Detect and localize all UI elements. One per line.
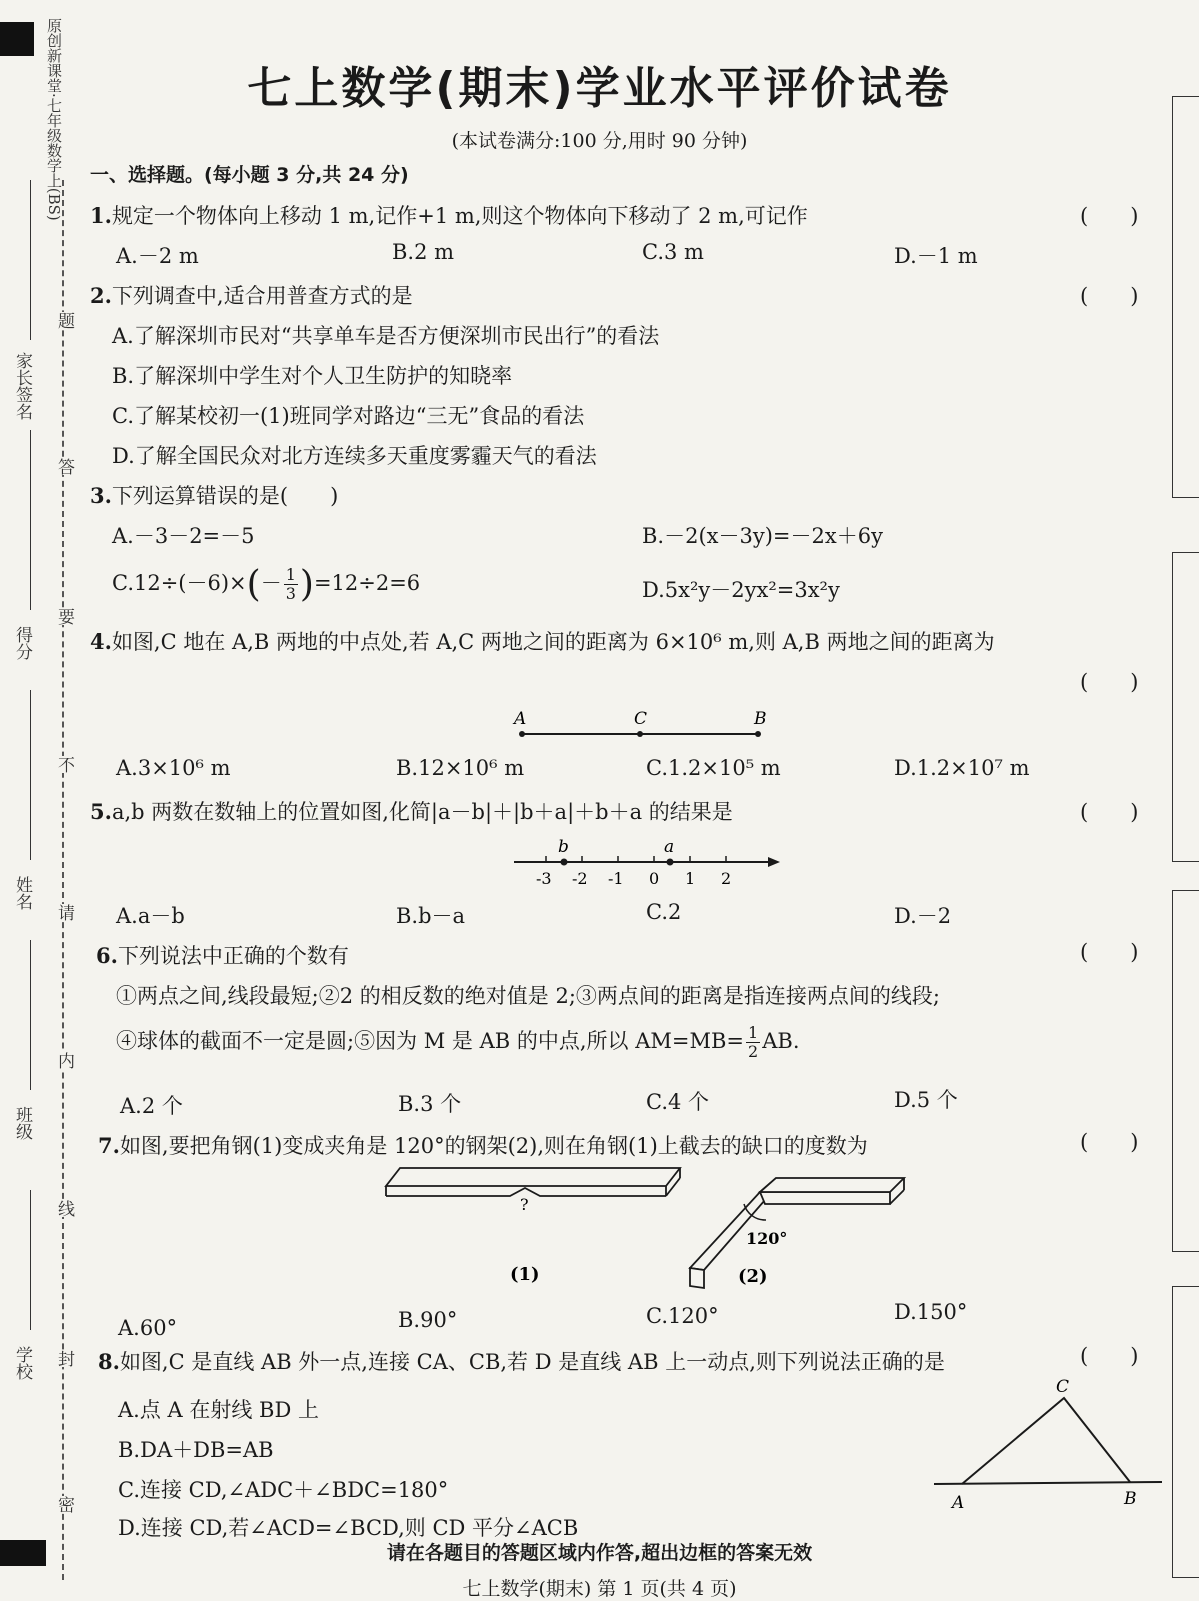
question-number: 7. <box>98 1133 120 1158</box>
notch-label: ? <box>520 1195 529 1214</box>
option-6a[interactable]: A.2 个 <box>120 1094 183 1118</box>
question-4 <box>90 626 995 656</box>
point-label-c: C <box>634 709 648 729</box>
answer-paren-7[interactable]: ( ) <box>1080 1130 1139 1154</box>
axis-tick-label: 1 <box>685 869 696 888</box>
answer-paren-1[interactable]: ( ) <box>1080 204 1139 228</box>
option-1a[interactable]: A.－2 m <box>116 244 199 268</box>
answer-paren-8[interactable]: ( ) <box>1080 1344 1139 1368</box>
section-heading: 一、选择题。(每小题 3 分,共 24 分) <box>90 164 409 186</box>
question-3 <box>90 480 338 510</box>
question-number: 6. <box>96 943 118 968</box>
field-label-name: 姓名 <box>12 876 32 910</box>
registration-mark-top <box>0 22 34 56</box>
binding-line <box>62 180 64 1580</box>
question-2 <box>90 280 413 310</box>
field-line-score[interactable] <box>30 430 31 610</box>
option-2d[interactable]: D.了解全国民众对北方连续多天重度雾霾天气的看法 <box>112 444 597 468</box>
point-label-a: a <box>664 837 675 857</box>
option-2a[interactable]: A.了解深圳市民对“共享单车是否方便深圳市民出行”的看法 <box>112 324 660 348</box>
question-text: 如图,C 是直线 AB 外一点,连接 CA、CB,若 D 是直线 AB 上一动点,则下列说法正确的是 <box>119 1350 945 1374</box>
question-number: 8. <box>98 1349 120 1374</box>
answer-paren-6[interactable]: ( ) <box>1080 940 1139 964</box>
point-b <box>561 859 568 866</box>
question-number: 1. <box>90 203 112 228</box>
axis-tick-label: -3 <box>536 869 552 888</box>
binding-char: 答 <box>52 458 77 475</box>
number-line-q5 <box>512 836 782 892</box>
question-text: 规定一个物体向上移动 1 m,记作+1 m,则这个物体向下移动了 2 m,可记作 <box>111 204 808 228</box>
option-2c[interactable]: C.了解某校初一(1)班同学对路边“三无”食品的看法 <box>112 404 585 428</box>
binding-char: 题 <box>52 312 77 329</box>
angle-label: 120° <box>746 1229 788 1248</box>
point-label-b: B <box>1124 1489 1137 1509</box>
binding-char: 不 <box>52 756 77 773</box>
field-label-score: 得分 <box>12 626 32 660</box>
axis-tick-label: 0 <box>649 869 660 888</box>
option-8a[interactable]: A.点 A 在射线 BD 上 <box>118 1398 319 1422</box>
option-7d[interactable]: D.150° <box>894 1300 968 1324</box>
figure-caption-2: (2) <box>738 1266 768 1287</box>
option-5d[interactable]: D.－2 <box>894 904 952 928</box>
option-8b[interactable]: B.DA＋DB=AB <box>118 1438 274 1462</box>
binding-char: 封 <box>52 1350 77 1367</box>
option-4b[interactable]: B.12×10⁶ m <box>396 756 525 780</box>
axis-tick-label: -1 <box>608 869 624 888</box>
option-3a[interactable]: A.－3－2=－5 <box>112 524 255 548</box>
option-6c[interactable]: C.4 个 <box>646 1090 710 1114</box>
question-text: 下列调查中,适合用普查方式的是 <box>111 284 413 308</box>
answer-paren-5[interactable]: ( ) <box>1080 800 1139 824</box>
question-number: 3. <box>90 483 112 508</box>
fraction-one-third: $\frac{1}{3}$ <box>285 565 296 603</box>
option-4c[interactable]: C.1.2×10⁵ m <box>646 756 781 780</box>
binding-char: 内 <box>52 1052 77 1069</box>
point-label-b: B <box>754 709 767 729</box>
option-3d[interactable]: D.5x²y－2yx²=3x²y <box>642 578 840 602</box>
segment-figure-q4 <box>510 706 770 746</box>
angle-steel-2 <box>690 1178 904 1288</box>
option-5b[interactable]: B.b－a <box>396 904 466 928</box>
question-5 <box>90 796 733 826</box>
answer-paren-2[interactable]: ( ) <box>1080 284 1139 308</box>
option-6b[interactable]: B.3 个 <box>398 1092 462 1116</box>
statement-line-1: ①两点之间,线段最短;②2 的相反数的绝对值是 2;③两点间的距离是指连接两点间的线段; <box>116 984 940 1008</box>
statement-line-2: ④球体的截面不一定是圆;⑤因为 M 是 AB 的中点,所以 AM=MB= $\frac{1}{2}$ AB. <box>116 1023 800 1061</box>
question-text: 下列说法中正确的个数有 <box>117 944 349 968</box>
axis-tick-label: -2 <box>572 869 588 888</box>
option-3b[interactable]: B.－2(x－3y)=－2x＋6y <box>642 524 883 548</box>
option-4d[interactable]: D.1.2×10⁷ m <box>894 756 1030 780</box>
question-number: 2. <box>90 283 112 308</box>
series-label: 原创新课堂·七年级数学上(BS) <box>45 18 63 221</box>
question-7 <box>98 1130 868 1160</box>
point-a <box>667 859 674 866</box>
angle-steel-figure-q7 <box>370 1160 920 1300</box>
question-text: 如图,要把角钢(1)变成夹角是 120°的钢架(2),则在角钢(1)上截去的缺口的度数为 <box>119 1134 868 1158</box>
option-8c[interactable]: C.连接 CD,∠ADC＋∠BDC=180° <box>118 1478 449 1502</box>
option-3c-tail: =12÷2=6 <box>313 571 421 595</box>
field-label-class: 班级 <box>12 1106 32 1140</box>
option-6d[interactable]: D.5 个 <box>894 1088 958 1112</box>
option-4a[interactable]: A.3×10⁶ m <box>116 756 231 780</box>
question-text: a,b 两数在数轴上的位置如图,化简|a－b|＋|b＋a|＋b＋a 的结果是 <box>111 800 733 824</box>
binding-char: 密 <box>52 1496 77 1513</box>
footer-page-number: 七上数学(期末) 第 1 页(共 4 页) <box>462 1578 737 1600</box>
option-1d[interactable]: D.－1 m <box>894 244 978 268</box>
option-3c-head: C.12÷(－6)× <box>112 571 247 595</box>
binding-char: 要 <box>52 608 77 625</box>
question-number: 5. <box>90 799 112 824</box>
option-1c[interactable]: C.3 m <box>642 240 704 264</box>
binding-char: 请 <box>52 904 77 921</box>
paren-close: ) <box>299 564 314 605</box>
question-number: 4. <box>90 629 112 654</box>
option-7a[interactable]: A.60° <box>118 1316 178 1340</box>
option-7b[interactable]: B.90° <box>398 1308 458 1332</box>
minus-sign: － <box>260 571 282 595</box>
point-label-a: A <box>952 1493 965 1513</box>
question-text: 下列运算错误的是( ) <box>111 484 339 508</box>
page-subtitle: (本试卷满分:100 分,用时 90 分钟) <box>451 130 748 152</box>
figure-caption-1: (1) <box>510 1264 540 1285</box>
option-3c[interactable] <box>112 564 420 605</box>
page-title: 七上数学(期末)学业水平评价试卷 <box>247 63 952 114</box>
option-7c[interactable]: C.120° <box>646 1304 719 1328</box>
next-page-edge <box>1160 60 1199 1580</box>
answer-paren-4[interactable]: ( ) <box>1080 670 1139 694</box>
point-label-a: A <box>514 709 527 729</box>
triangle-figure-q8 <box>930 1376 1170 1516</box>
binding-char: 线 <box>52 1200 77 1217</box>
question-text: 如图,C 地在 A,B 两地的中点处,若 A,C 两地之间的距离为 6×10⁶ m,则 A,B 两地之间的距离为 <box>111 630 995 654</box>
angle-steel-1 <box>386 1168 680 1196</box>
question-8 <box>98 1346 945 1376</box>
footer-notice: 请在各题目的答题区域内作答,超出边框的答案无效 <box>386 1542 813 1564</box>
field-line-school[interactable] <box>30 1190 31 1330</box>
question-1 <box>90 200 808 230</box>
question-6 <box>96 940 349 970</box>
option-2b[interactable]: B.了解深圳中学生对个人卫生防护的知晓率 <box>112 364 513 388</box>
paren-open: ( <box>246 564 261 605</box>
field-label-parent-signature: 家长签名 <box>12 352 32 420</box>
option-1b[interactable]: B.2 m <box>392 240 455 264</box>
fraction-one-half: $\frac{1}{2}$ <box>748 1023 759 1061</box>
option-5c[interactable]: C.2 <box>646 900 682 924</box>
field-line-class[interactable] <box>30 940 31 1090</box>
axis-tick-label: 2 <box>721 869 732 888</box>
option-5a[interactable]: A.a－b <box>116 904 185 928</box>
field-line-name[interactable] <box>30 690 31 860</box>
point-label-b: b <box>558 837 569 857</box>
field-line-parent-signature[interactable] <box>30 180 31 340</box>
field-label-school: 学校 <box>12 1346 32 1380</box>
point-label-c: C <box>1056 1377 1070 1397</box>
option-8d[interactable]: D.连接 CD,若∠ACD=∠BCD,则 CD 平分∠ACB <box>118 1516 579 1540</box>
